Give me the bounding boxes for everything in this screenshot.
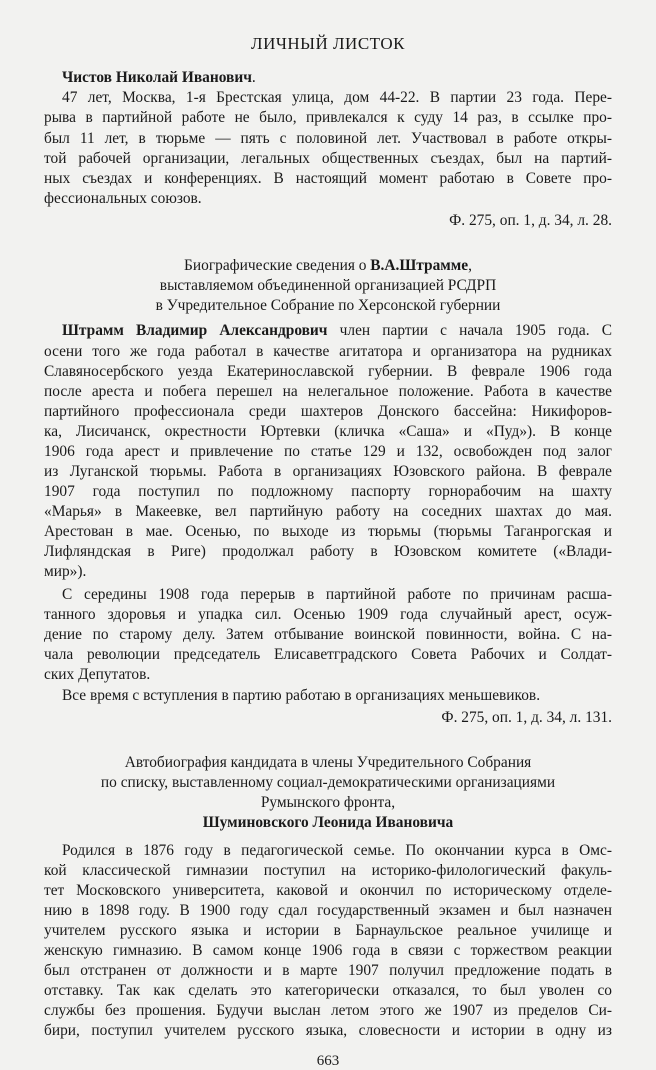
s3-line-3: нию в 1898 году. В 1900 году сдал государственный экзамен и был назначен [44,902,612,919]
s3-line-9: бири, поступил учителем русского языка, словесности и истории в одну из [44,1022,612,1039]
s3-line-8: службы без прошения. Будучи выслан летом этого же 1907 из пределов Си- [44,1002,612,1019]
s1-name: Чистов Николай Иванович [62,69,252,86]
s2-line-5: 1906 года арест и привлечение по статье 129 и 132, освобожден под залог [44,443,612,460]
s2-line-6: из Луганской тюрьмы. Работа в организациях Юзовского района. В феврале [44,463,612,480]
s1-line-5: фессиональных союзов. [44,190,202,207]
s1-heading [62,68,256,87]
s1-line-0: 47 лет, Москва, 1-я Брестская улица, дом 44-22. В партии 23 года. Пере- [62,89,612,106]
s3-heading-1: Автобиография кандидата в члены Учредительного Собрания [124,754,532,771]
s2-first-line: Штрамм Владимир Александрович член партии с начала 1905 года. С [62,322,613,339]
s3-heading-4: Шуминовского Леонида Ивановича [202,814,454,831]
s2-line-10: Лифляндская в Риге) продолжал работу в Юзовском комитете («Влади- [44,543,612,560]
page-number: 663 [316,1053,340,1069]
s3-line-4: учителем русского языка и истории в Барнаульское реальное училище и [44,922,612,939]
s3-line-0: Родился в 1876 году в педагогической семье. По окончании курса в Омс- [62,842,612,859]
s2-line-4: ка, Лисичанск, окрестности Юртевки (кличка «Саша» и «Пуд»). В конце [44,423,612,440]
s2-line-1: Славяносербского уезда Екатеринославской губернии. В феврале 1906 года [44,363,612,380]
s1-name-tail: . [251,69,256,86]
s2-line-8: «Марья» в Макеевке, вел партийную работу на соседних шахтах до мая. [44,503,612,520]
s3-line-6: был отстранен от должности и в марте 1907 получил предложение подать в [44,962,612,979]
s3-heading-2: по списку, выставленному социал-демократическими организациями [100,774,556,791]
s2-p2-line-3: чала революции председатель Елисаветградского Совета Рабочих и Солдат- [44,646,612,663]
s2-name: Штрамм Владимир Александрович [62,322,328,339]
s3-line-7: отставку. Так как сделать это категорически отказался, то был уволен со [44,982,612,999]
s1-archive-ref: Ф. 275, оп. 1, д. 34, л. 28. [449,212,612,229]
s1-line-4: ных съездах и конференциях. В настоящий момент работаю в Совете про- [44,170,612,187]
s3-line-1: кой классической гимназии поступил на историко-филологический факуль- [44,862,612,879]
s2-line-7: 1907 года поступил по подложному паспорту горнорабочим на шахту [44,483,612,500]
s3-line-5: женскую гимназию. В самом конце 1906 года в связи с торжеством реакции [44,942,612,959]
s1-line-1: рыва в партийной работе не было, привлекался к суду 14 раз, в ссылке про- [44,109,612,126]
s2-p2-line-2: дение по старому делу. Затем отбывание воинской повинности, война. С на- [44,626,612,643]
s2-line-2: после ареста и побега перешел на нелегальное положение. Работа в качестве [44,383,612,400]
s3-line-2: тет Московского университета, каковой и окончил по историческому отделе- [44,882,612,899]
s2-heading-1: Биографические сведения о В.А.Штрамме, [184,257,472,274]
s2-archive-ref: Ф. 275, оп. 1, д. 34, л. 131. [441,709,612,726]
s1-line-3: той рабочей организации, легальных общественных съездах, был на партий- [44,150,612,167]
page-title: ЛИЧНЫЙ ЛИСТОК [251,34,405,53]
s2-p2-line-0: С середины 1908 года перерыв в партийной работе по причинам расша- [62,586,612,603]
s3-heading-3: Румынского фронта, [260,794,396,811]
s1-line-2: был 11 лет, в тюрьме — пять с половиной лет. Участвовал в работе откры- [44,130,612,147]
s2-line-9: Арестован в мае. Осенью, по выходе из тюрьмы (тюрьмы Таганрогская и [44,523,612,540]
s2-line-11: мир»). [44,563,87,580]
s2-p2-line-4: ских Депутатов. [44,666,151,683]
s2-line-3: партийного профессионала среди шахтеров Донского бассейна: Никифоров- [44,403,612,420]
s2-p2-line-1: танного здоровья и упадка сил. Осенью 1909 года случайный арест, осуж- [44,606,612,623]
s2-heading-2: выставляемом объединенной организацией РСДРП [159,277,497,294]
s2-p3: Все время с вступления в партию работаю в организациях меньшевиков. [62,687,541,704]
s2-heading-3: в Учредительное Собрание по Херсонской губернии [155,297,501,314]
s2-line-0: осени того же года работал в качестве агитатора и организатора на рудниках [44,343,612,360]
